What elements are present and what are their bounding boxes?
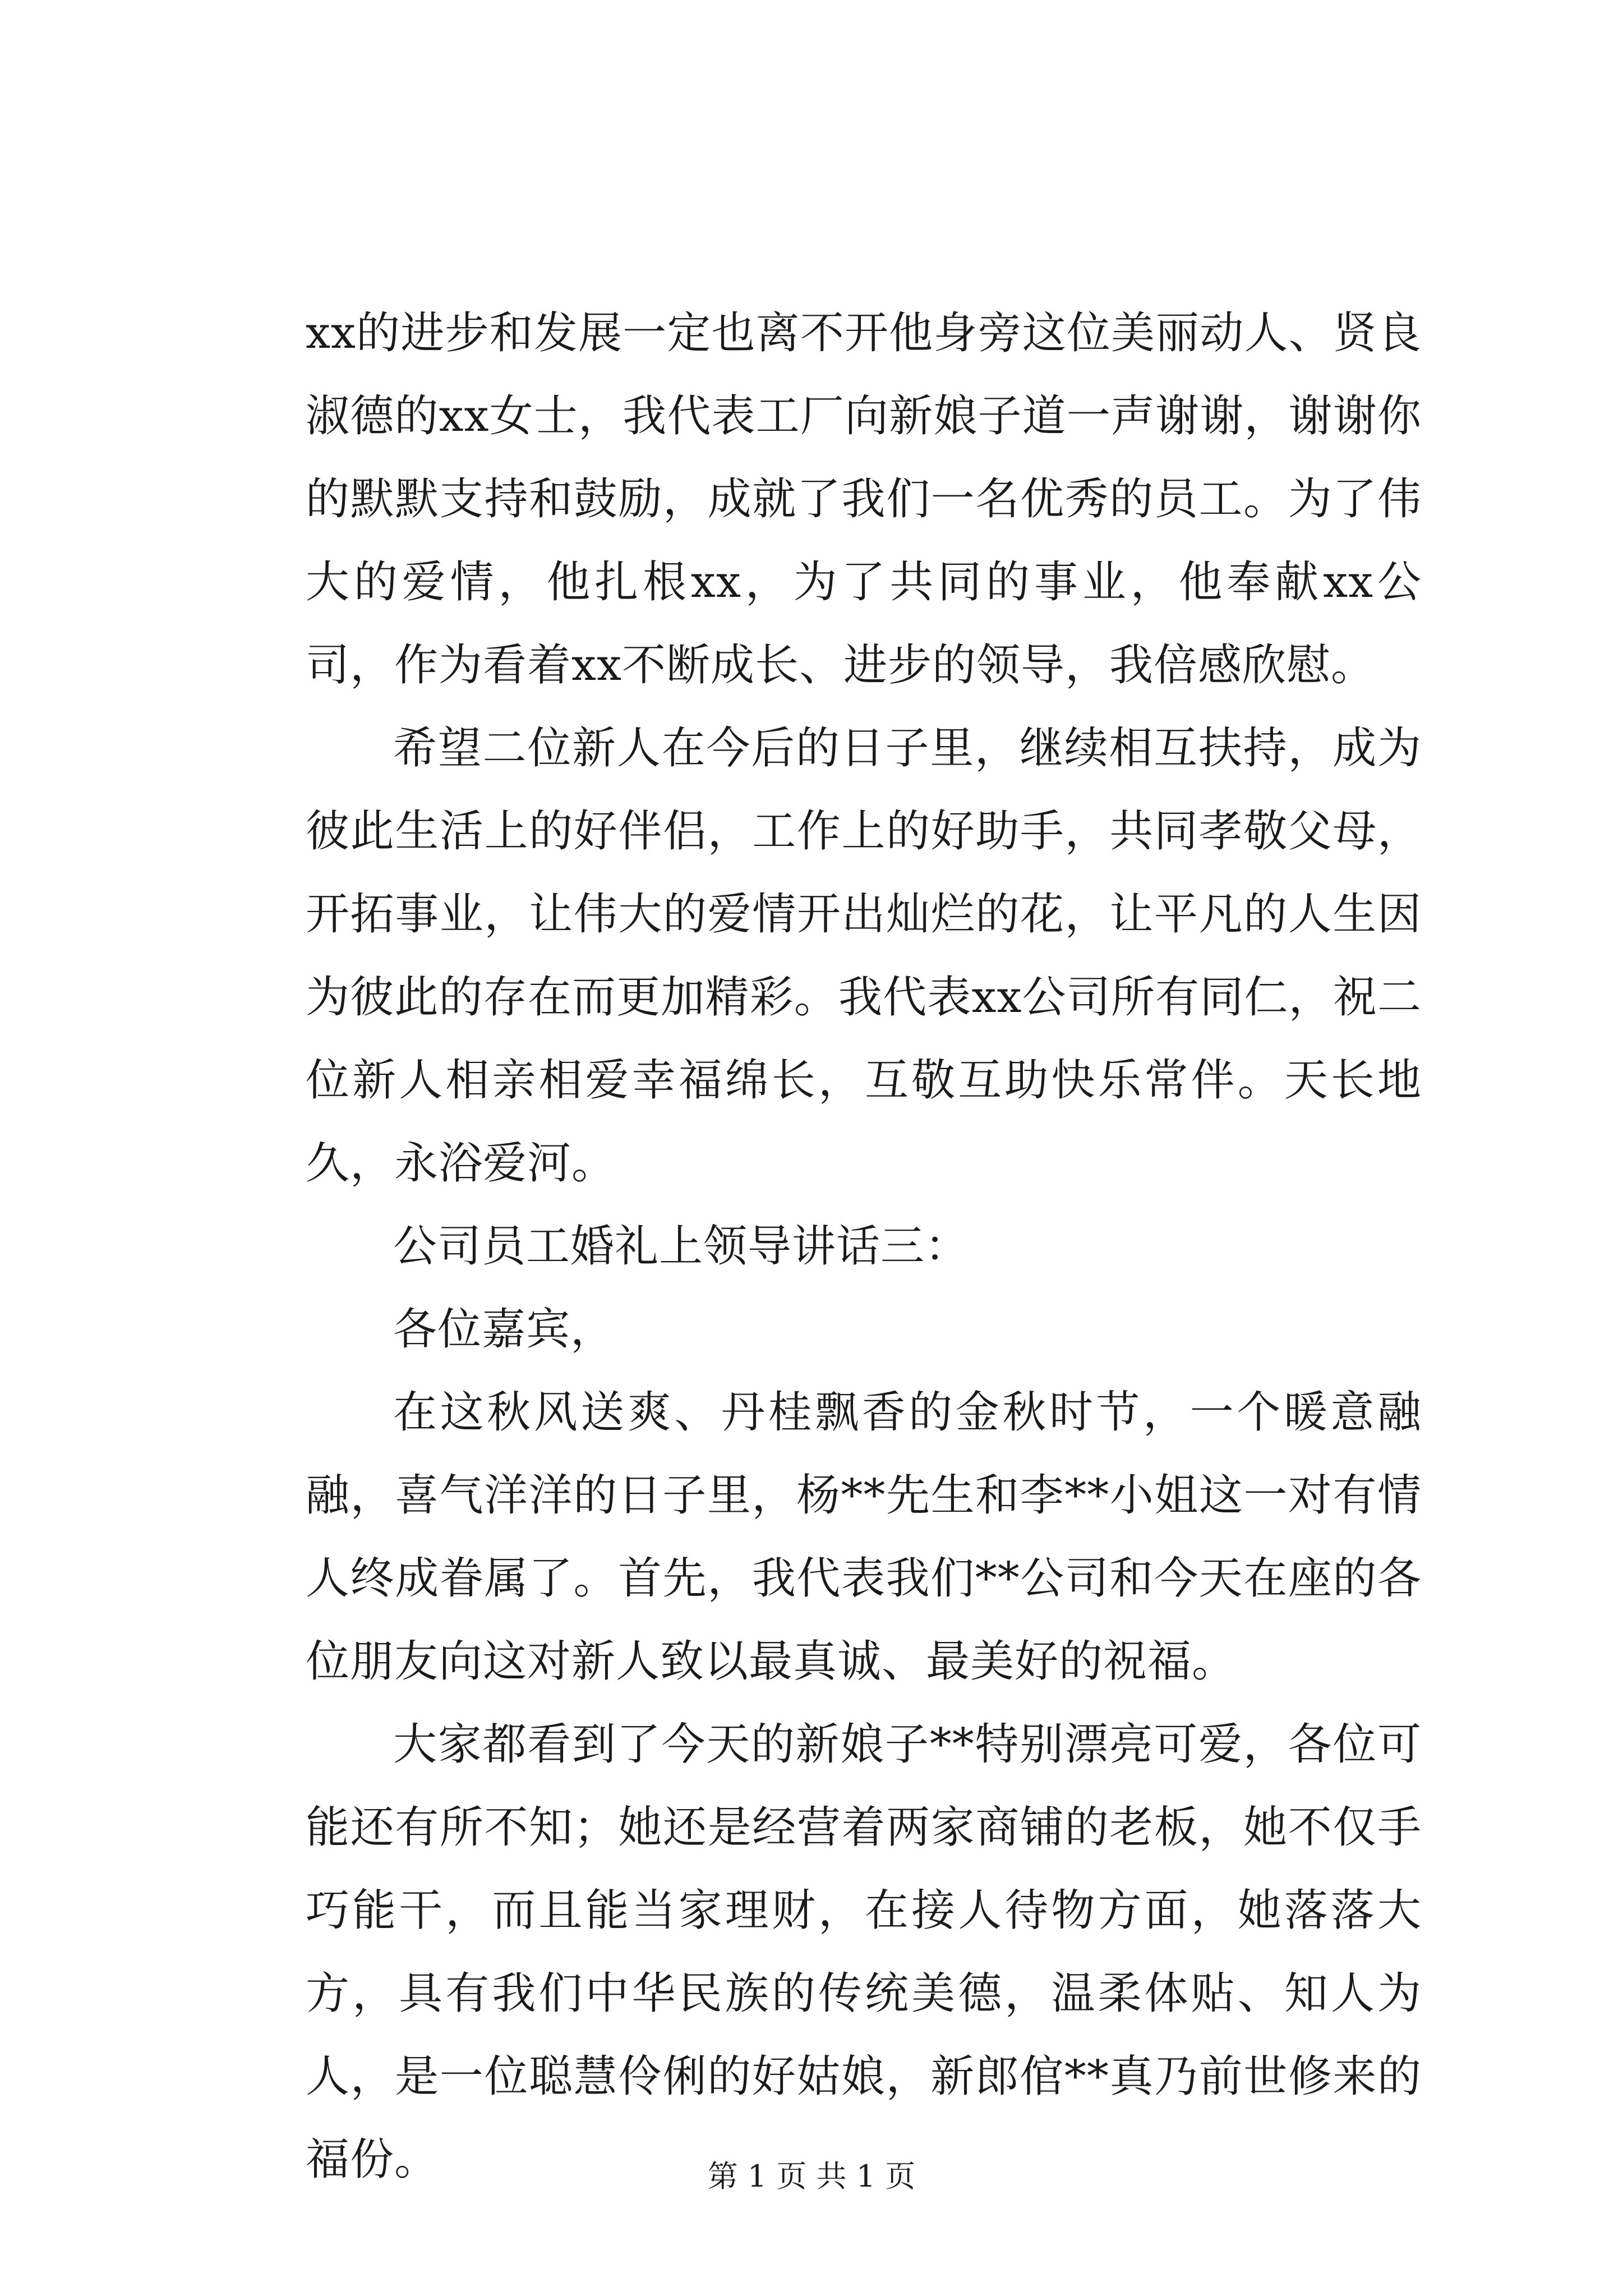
document-body [306,292,1422,2201]
section-heading: 公司员工婚礼上领导讲话三： [393,1221,970,1272]
paragraph-wishes: 希望二位新人在今后的日子里，继续相互扶持，成为彼此生活上的好伴侣，工作上的好助手，共同孝敬父母，开拓事业，让伟大的爱情开出灿烂的花，让平凡的人生因为彼此的存在而更加精彩。我代表xx公司所有同仁，祝二位新人相亲相爱幸福绵长，互敬互助快乐常伴。天长地久，永浴爱河。 [306,723,1422,1189]
paragraph-bride: 大家都看到了今天的新娘子**特别漂亮可爱，各位可能还有所不知；她还是经营着两家商铺的老板，她不仅手巧能干，而且能当家理财，在接人待物方面，她落落大方，具有我们中华民族的传统美德，温柔体贴、知人为人，是一位聪慧伶俐的好姑娘，新郎倌**真乃前世修来的福份。 [306,1719,1422,2185]
paragraph-opening: 在这秋风送爽、丹桂飘香的金秋时节，一个暖意融融，喜气洋洋的日子里，杨**先生和李**小姐这一对有情人终成眷属了。首先，我代表我们**公司和今天在座的各位朋友向这对新人致以最真诚、最美好的祝福。 [306,1387,1422,1687]
paragraph-continuation: xx的进步和发展一定也离不开他身旁这位美丽动人、贤良淑德的xx女士，我代表工厂向新娘子道一声谢谢，谢谢你的默默支持和鼓励，成就了我们一名优秀的员工。为了伟大的爱情，他扎根xx，为了共同的事业，他奉献xx公司，作为看着xx不断成长、进步的领导，我倍感欣慰。 [306,308,1422,691]
salutation: 各位嘉宾， [393,1304,615,1355]
page-footer: 第 1 页 共 1 页 [707,2159,916,2194]
